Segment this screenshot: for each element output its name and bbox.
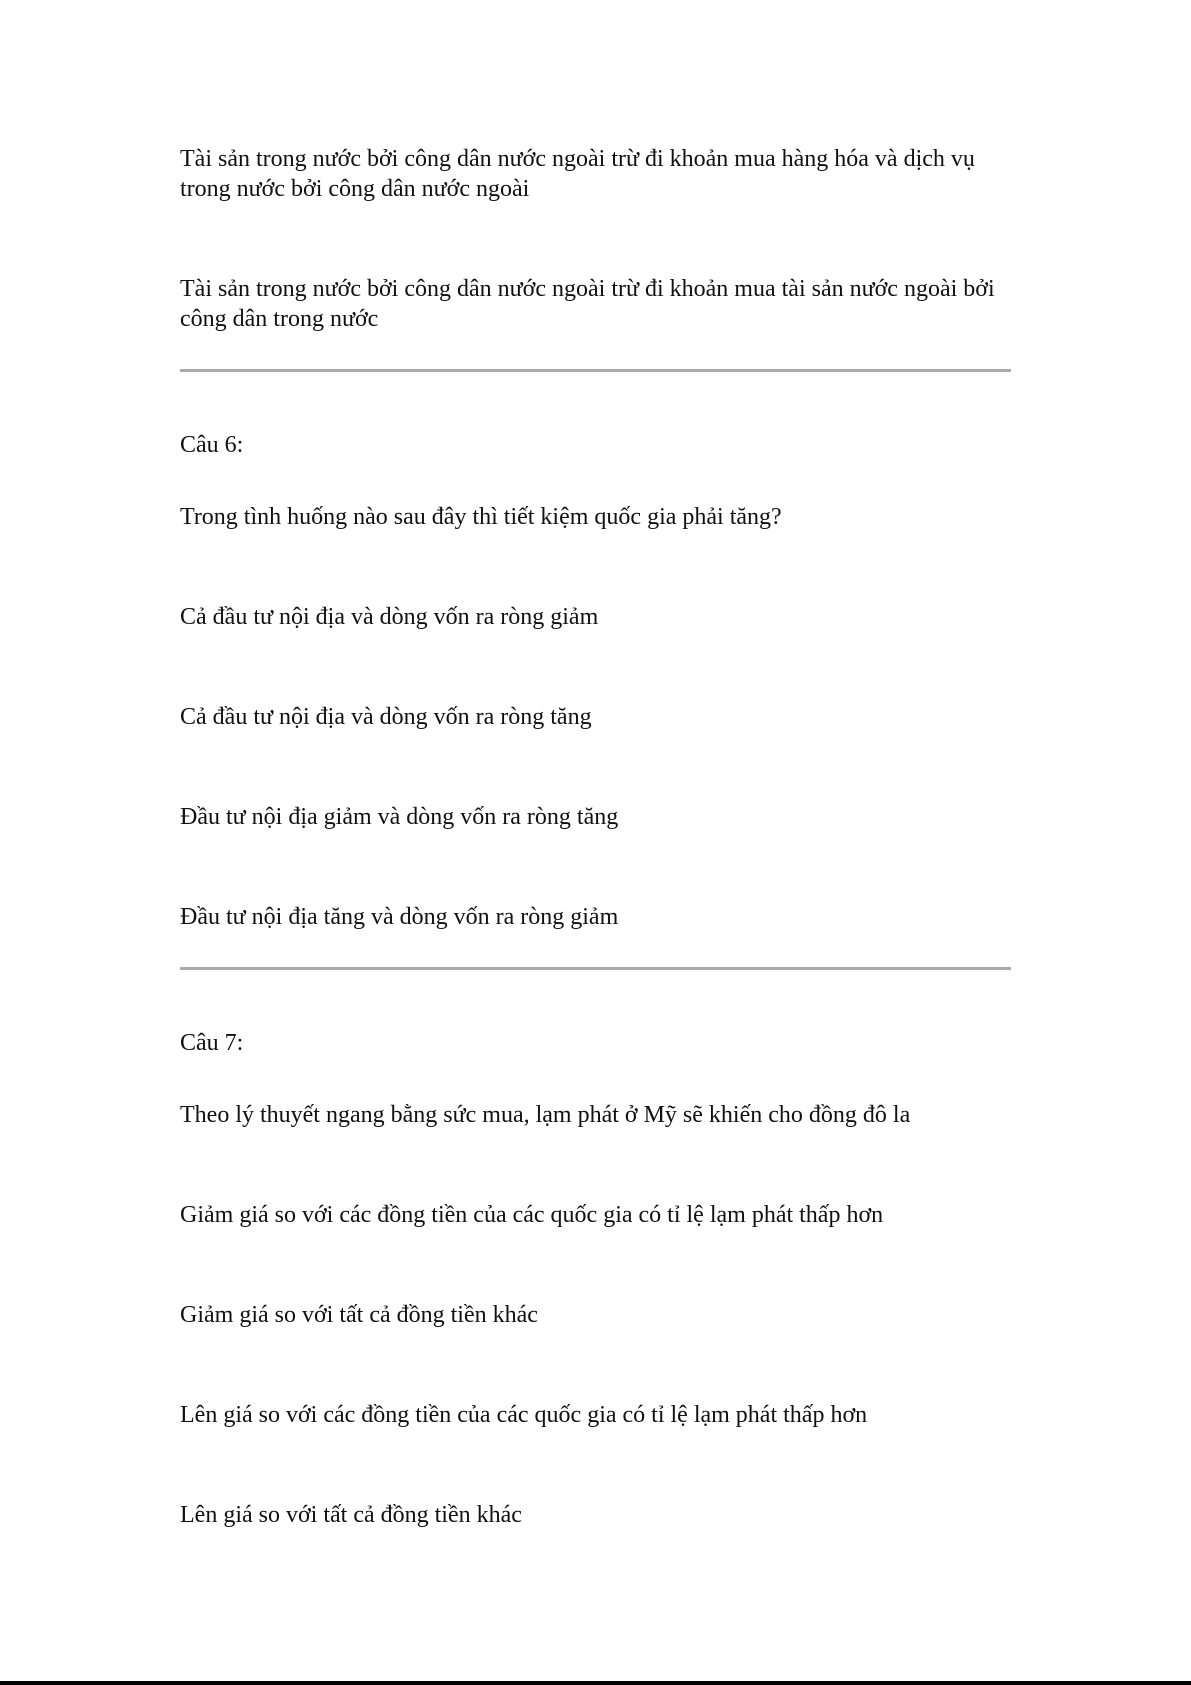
question-text: Theo lý thuyết ngang bằng sức mua, lạm phát ở Mỹ sẽ khiến cho đồng đô la: [180, 1102, 911, 1128]
question-divider: [180, 967, 1011, 970]
answer-option: Lên giá so với tất cả đồng tiền khác: [180, 1502, 522, 1528]
answer-option: Tài sản trong nước bởi công dân nước ngoài trừ đi khoản mua hàng hóa và dịch vụ trong nước bởi công dân nước ngoài: [180, 146, 975, 202]
answer-option: Đầu tư nội địa tăng và dòng vốn ra ròng giảm: [180, 904, 619, 930]
answer-option: Tài sản trong nước bởi công dân nước ngoài trừ đi khoản mua tài sản nước ngoài bởi công dân trong nước: [180, 276, 995, 332]
question-label: Câu 6:: [180, 432, 244, 458]
answer-option: Lên giá so với các đồng tiền của các quốc gia có tỉ lệ lạm phát thấp hơn: [180, 1402, 868, 1428]
answer-option: Cả đầu tư nội địa và dòng vốn ra ròng giảm: [180, 604, 599, 630]
answer-option: Giảm giá so với các đồng tiền của các quốc gia có tỉ lệ lạm phát thấp hơn: [180, 1202, 884, 1228]
question-label: Câu 7:: [180, 1030, 244, 1056]
answer-option: Giảm giá so với tất cả đồng tiền khác: [180, 1302, 538, 1328]
question-text: Trong tình huống nào sau đây thì tiết kiệm quốc gia phải tăng?: [180, 504, 782, 530]
page-bottom-edge: [0, 1681, 1191, 1685]
answer-option: Cả đầu tư nội địa và dòng vốn ra ròng tăng: [180, 704, 592, 730]
answer-option: Đầu tư nội địa giảm và dòng vốn ra ròng tăng: [180, 804, 619, 830]
question-divider: [180, 369, 1011, 372]
